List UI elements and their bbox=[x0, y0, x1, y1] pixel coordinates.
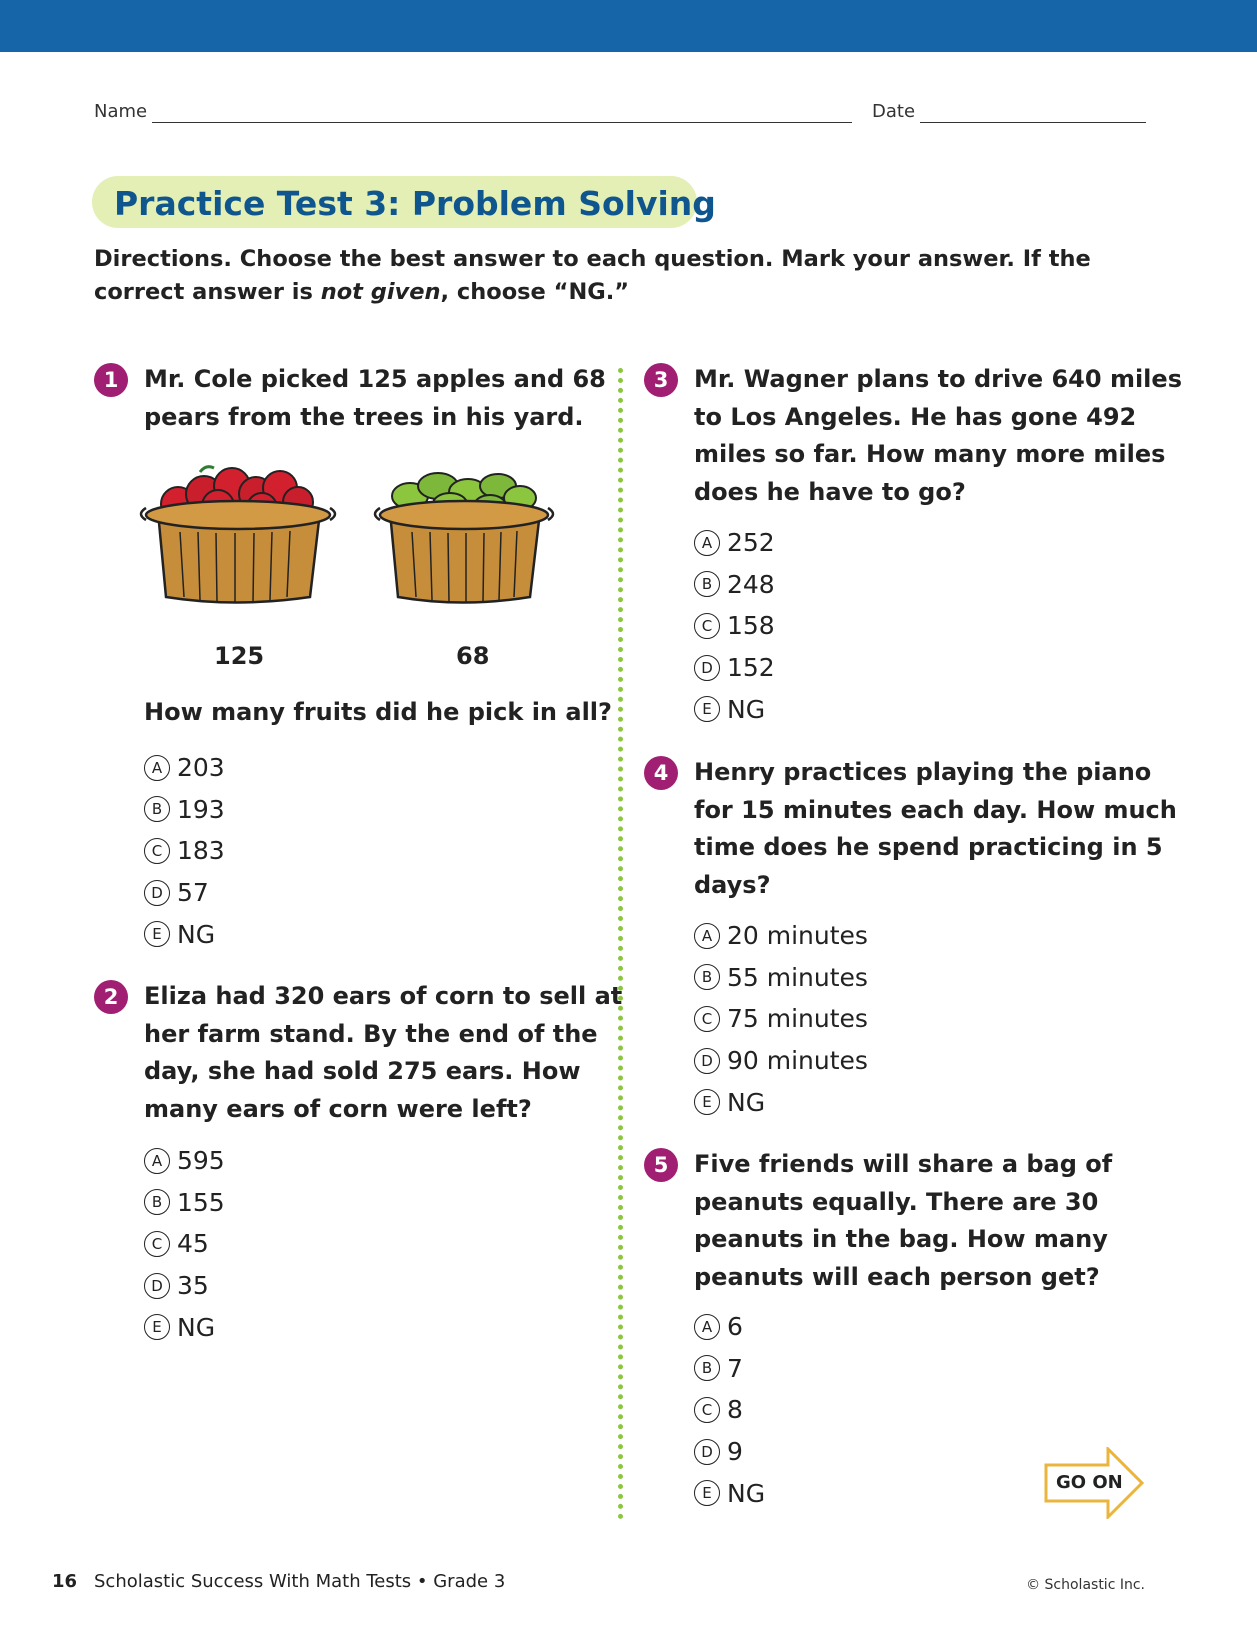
bubble-a[interactable]: A bbox=[144, 755, 170, 781]
answer-text: 7 bbox=[727, 1353, 743, 1383]
bubble-d[interactable]: D bbox=[694, 655, 720, 681]
question-text: Eliza had 320 ears of corn to sell at her farm stand. By the end of the day, she had sold 275 ears. How many ears of corn were left? bbox=[144, 982, 623, 1123]
question-number-badge: 3 bbox=[644, 363, 678, 397]
answer-choice[interactable] bbox=[694, 647, 775, 689]
directions-text-end: , choose “NG.” bbox=[440, 279, 630, 305]
bubble-a[interactable]: A bbox=[694, 530, 720, 556]
date-label: Date bbox=[872, 101, 916, 122]
answer-choice[interactable] bbox=[694, 522, 775, 564]
name-date-row bbox=[94, 98, 1146, 128]
answer-choice[interactable] bbox=[144, 789, 225, 831]
answer-text: NG bbox=[727, 1478, 766, 1508]
answer-choice[interactable] bbox=[144, 872, 225, 914]
answer-text: NG bbox=[177, 919, 216, 949]
answer-choice[interactable] bbox=[144, 1182, 225, 1224]
answer-choice[interactable] bbox=[144, 1265, 225, 1307]
directions bbox=[94, 243, 1144, 309]
answer-choice[interactable] bbox=[694, 605, 775, 647]
bubble-e[interactable]: E bbox=[694, 1089, 720, 1115]
bubble-d[interactable]: D bbox=[694, 1048, 720, 1074]
answer-choice[interactable] bbox=[694, 1472, 765, 1514]
title-banner bbox=[92, 176, 716, 228]
name-line bbox=[152, 122, 852, 123]
answer-choice[interactable] bbox=[694, 998, 868, 1040]
apple-basket-icon bbox=[141, 467, 335, 603]
answer-choice[interactable] bbox=[694, 957, 868, 999]
bubble-e[interactable]: E bbox=[694, 1480, 720, 1506]
answer-choice[interactable] bbox=[694, 1348, 765, 1390]
answer-text: NG bbox=[727, 694, 766, 724]
name-label: Name bbox=[94, 101, 148, 122]
answer-choice[interactable] bbox=[144, 747, 225, 789]
answer-text: 35 bbox=[177, 1271, 209, 1301]
bubble-e[interactable]: E bbox=[144, 921, 170, 947]
bubble-d[interactable]: D bbox=[144, 1273, 170, 1299]
answer-choice[interactable] bbox=[694, 1431, 765, 1473]
bubble-c[interactable]: C bbox=[144, 838, 170, 864]
question-text: Mr. Cole picked 125 apples and 68 pears from the trees in his yard. bbox=[144, 365, 606, 431]
answer-text: 57 bbox=[177, 878, 209, 908]
bubble-a[interactable]: A bbox=[694, 1314, 720, 1340]
answer-text: 6 bbox=[727, 1312, 743, 1342]
date-line bbox=[920, 122, 1146, 123]
question-number-badge: 4 bbox=[644, 756, 678, 790]
answer-text: 595 bbox=[177, 1146, 225, 1176]
fruit-baskets-illustration bbox=[138, 462, 578, 677]
answer-text: 155 bbox=[177, 1187, 225, 1217]
apple-count-label: 125 bbox=[214, 642, 265, 670]
answer-choices-q3 bbox=[694, 522, 775, 730]
answer-choice[interactable] bbox=[144, 1306, 225, 1348]
bubble-d[interactable]: D bbox=[694, 1439, 720, 1465]
bubble-a[interactable]: A bbox=[694, 923, 720, 949]
bubble-d[interactable]: D bbox=[144, 880, 170, 906]
answer-text: 193 bbox=[177, 794, 225, 824]
question-text: Henry practices playing the piano for 15 minutes each day. How much time does he spend practicing in 5 days? bbox=[694, 758, 1177, 899]
answer-choice[interactable] bbox=[694, 564, 775, 606]
bubble-b[interactable]: B bbox=[694, 571, 720, 597]
answer-text: 248 bbox=[727, 569, 775, 599]
page-number: 16 bbox=[52, 1571, 78, 1592]
answer-text: 9 bbox=[727, 1437, 743, 1467]
book-title: Scholastic Success With Math Tests • Grade 3 bbox=[94, 1571, 506, 1592]
answer-text: 45 bbox=[177, 1229, 209, 1259]
bubble-e[interactable]: E bbox=[694, 696, 720, 722]
answer-text: 158 bbox=[727, 611, 775, 641]
answer-choice[interactable] bbox=[694, 915, 868, 957]
answer-choice[interactable] bbox=[694, 1040, 868, 1082]
answer-choices-q2 bbox=[144, 1140, 225, 1348]
baskets-svg bbox=[138, 462, 578, 642]
question-text: Mr. Wagner plans to drive 640 miles to Los Angeles. He has gone 492 miles so far. How many more miles does he have to go? bbox=[694, 365, 1182, 506]
question-number-badge: 2 bbox=[94, 980, 128, 1014]
pear-count-label: 68 bbox=[456, 642, 490, 670]
answer-choice[interactable] bbox=[144, 913, 225, 955]
answer-choice[interactable] bbox=[694, 1306, 765, 1348]
answer-text: 203 bbox=[177, 753, 225, 783]
answer-text: 183 bbox=[177, 836, 225, 866]
question-number-badge: 1 bbox=[94, 363, 128, 397]
bubble-c[interactable]: C bbox=[694, 613, 720, 639]
pear-basket-icon bbox=[375, 473, 553, 603]
bubble-b[interactable]: B bbox=[694, 1355, 720, 1381]
answer-choices-q5 bbox=[694, 1306, 765, 1514]
bubble-c[interactable]: C bbox=[694, 1397, 720, 1423]
bubble-b[interactable]: B bbox=[144, 796, 170, 822]
bubble-c[interactable]: C bbox=[694, 1006, 720, 1032]
question-1-followup bbox=[144, 698, 612, 726]
answer-text: NG bbox=[177, 1312, 216, 1342]
column-divider bbox=[618, 368, 623, 1520]
answer-text: NG bbox=[727, 1087, 766, 1117]
directions-text: Directions. Choose the best answer to each question. Mark your answer. If the correct answer is bbox=[94, 246, 1091, 305]
followup-question: How many fruits did he pick in all? bbox=[144, 698, 612, 726]
answer-choice[interactable] bbox=[694, 1081, 868, 1123]
bubble-c[interactable]: C bbox=[144, 1231, 170, 1257]
answer-choice[interactable] bbox=[694, 1389, 765, 1431]
bubble-e[interactable]: E bbox=[144, 1314, 170, 1340]
question-text: Five friends will share a bag of peanuts equally. There are 30 peanuts in the bag. How many peanuts will each person get? bbox=[694, 1150, 1113, 1291]
answer-choice[interactable] bbox=[144, 1140, 225, 1182]
question-number-badge: 5 bbox=[644, 1148, 678, 1182]
answer-choice[interactable] bbox=[144, 1223, 225, 1265]
answer-text: 8 bbox=[727, 1395, 743, 1425]
answer-choice[interactable] bbox=[144, 830, 225, 872]
answer-text: 152 bbox=[727, 653, 775, 683]
top-color-bar bbox=[0, 0, 1257, 52]
answer-choice[interactable] bbox=[694, 688, 775, 730]
answer-choices-q4 bbox=[694, 915, 868, 1123]
bubble-a[interactable]: A bbox=[144, 1148, 170, 1174]
bubble-b[interactable]: B bbox=[144, 1189, 170, 1215]
answer-choices-q1 bbox=[144, 747, 225, 955]
answer-text: 90 minutes bbox=[727, 1046, 868, 1076]
bubble-b[interactable]: B bbox=[694, 964, 720, 990]
answer-text: 55 minutes bbox=[727, 962, 868, 992]
answer-text: 252 bbox=[727, 528, 775, 558]
directions-emphasis: not given bbox=[320, 279, 441, 305]
answer-text: 75 minutes bbox=[727, 1004, 868, 1034]
copyright: © Scholastic Inc. bbox=[1026, 1577, 1145, 1593]
answer-text: 20 minutes bbox=[727, 921, 868, 951]
go-on-label: GO ON bbox=[1056, 1472, 1123, 1493]
page-title: Practice Test 3: Problem Solving bbox=[114, 184, 716, 223]
